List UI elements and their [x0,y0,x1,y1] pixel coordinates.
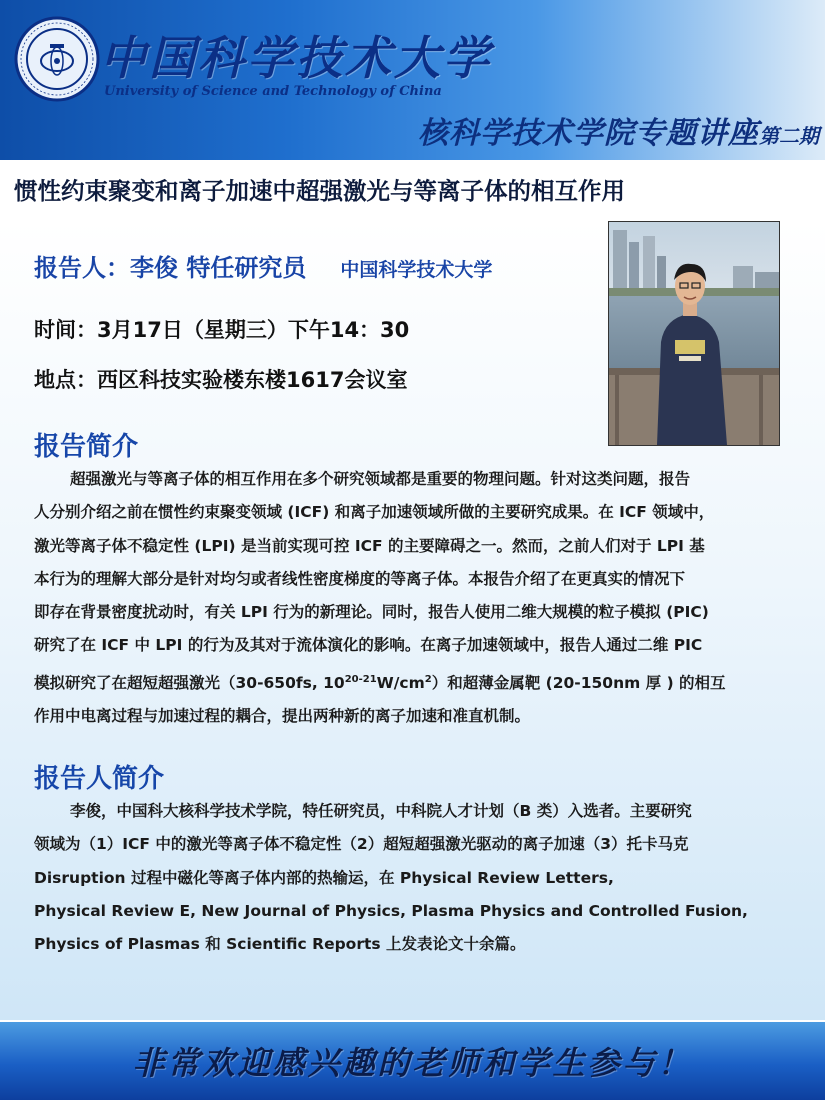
welcome-message: 非常欢迎感兴趣的老师和学生参与！ [132,1044,693,1082]
abstract-line: 研究了在 ICF 中 LPI 的行为及其对于流体演化的影响。在离子加速领域中，报告人通过二维 PIC [34,636,703,655]
bio-line: 领域为（1）ICF 中的激光等离子体不稳定性（2）超短超强激光驱动的离子加速（3）托卡马克 [34,835,689,854]
abstract-heading: 报告简介 [34,432,139,462]
bio-paragraph [34,795,804,961]
lecture-series-title [418,108,819,152]
bio-heading: 报告人简介 [34,764,165,794]
series-name: 核科学技术学院专题讲座 [418,116,759,151]
abstract-paragraph [34,463,804,734]
intensity-unit: W/cm [376,673,425,692]
footer-banner [0,1022,825,1100]
bio-line: 李俊，中国科大核科学技术学院，特任研究员，中科院人才计划（B 类）入选者。主要研究 [70,802,692,820]
abstract-line-with-formula [34,663,804,700]
abstract-line: 即存在背景密度扰动时，有关 LPI 行为的新理论。同时，报告人使用二维大规模的粒子模拟 (PIC) [34,603,709,622]
series-issue: 第二期 [759,124,819,148]
speaker-name: 报告人：李俊 特任研究员 [34,254,307,282]
formula-text-before: 模拟研究了在超短超强激光（30-650fs, 10 [34,673,345,692]
abstract-line: 人分别介绍之前在惯性约束聚变领域 (ICF) 和离子加速领域所做的主要研究成果。在 ICF 领域中， [34,503,715,522]
header-banner [0,0,825,160]
lecture-title: 惯性约束聚变和离子加速中超强激光与等离子体的相互作用 [14,177,625,205]
bio-line: Disruption 过程中磁化等离子体内部的热输运，在 Physical Review Letters, [34,868,614,887]
event-time: 时间：3月17日（星期三）下午14：30 [34,318,410,342]
title-bar [0,160,825,220]
university-seal-logo [14,16,100,102]
abstract-line: 超强激光与等离子体的相互作用在多个研究领域都是重要的物理问题。针对这类问题，报告 [70,470,691,488]
speaker-photo [608,221,780,446]
formula-text-after: ）和超薄金属靶 (20-150nm 厚 ) 的相互 [431,673,726,692]
abstract-line: 本行为的理解大部分是针对均匀或者线性密度梯度的等离子体。本报告介绍了在更真实的情况下 [34,569,686,588]
unit-square: 2 [424,673,432,685]
bio-line: Physical Review E, New Journal of Physics, Plasma Physics and Controlled Fusion, [34,901,748,920]
bio-line: Physics of Plasmas 和 Scientific Reports 上发表论文十余篇。 [34,935,526,954]
abstract-line: 作用中电离过程与加速过程的耦合，提出两种新的离子加速和准直机制。 [34,707,531,726]
event-location: 地点：西区科技实验楼东楼1617会议室 [34,368,408,392]
intensity-exponent: 20-21 [344,673,377,685]
speaker-line [34,248,492,283]
university-name-english: University of Science and Technology of China [104,84,442,99]
abstract-line: 激光等离子体不稳定性 (LPI) 是当前实现可控 ICF 的主要障碍之一。然而，之前人们对于 LPI 基 [34,536,705,555]
university-name-chinese: 中国科学技术大学 [100,31,492,85]
speaker-institution: 中国科学技术大学 [340,259,493,281]
